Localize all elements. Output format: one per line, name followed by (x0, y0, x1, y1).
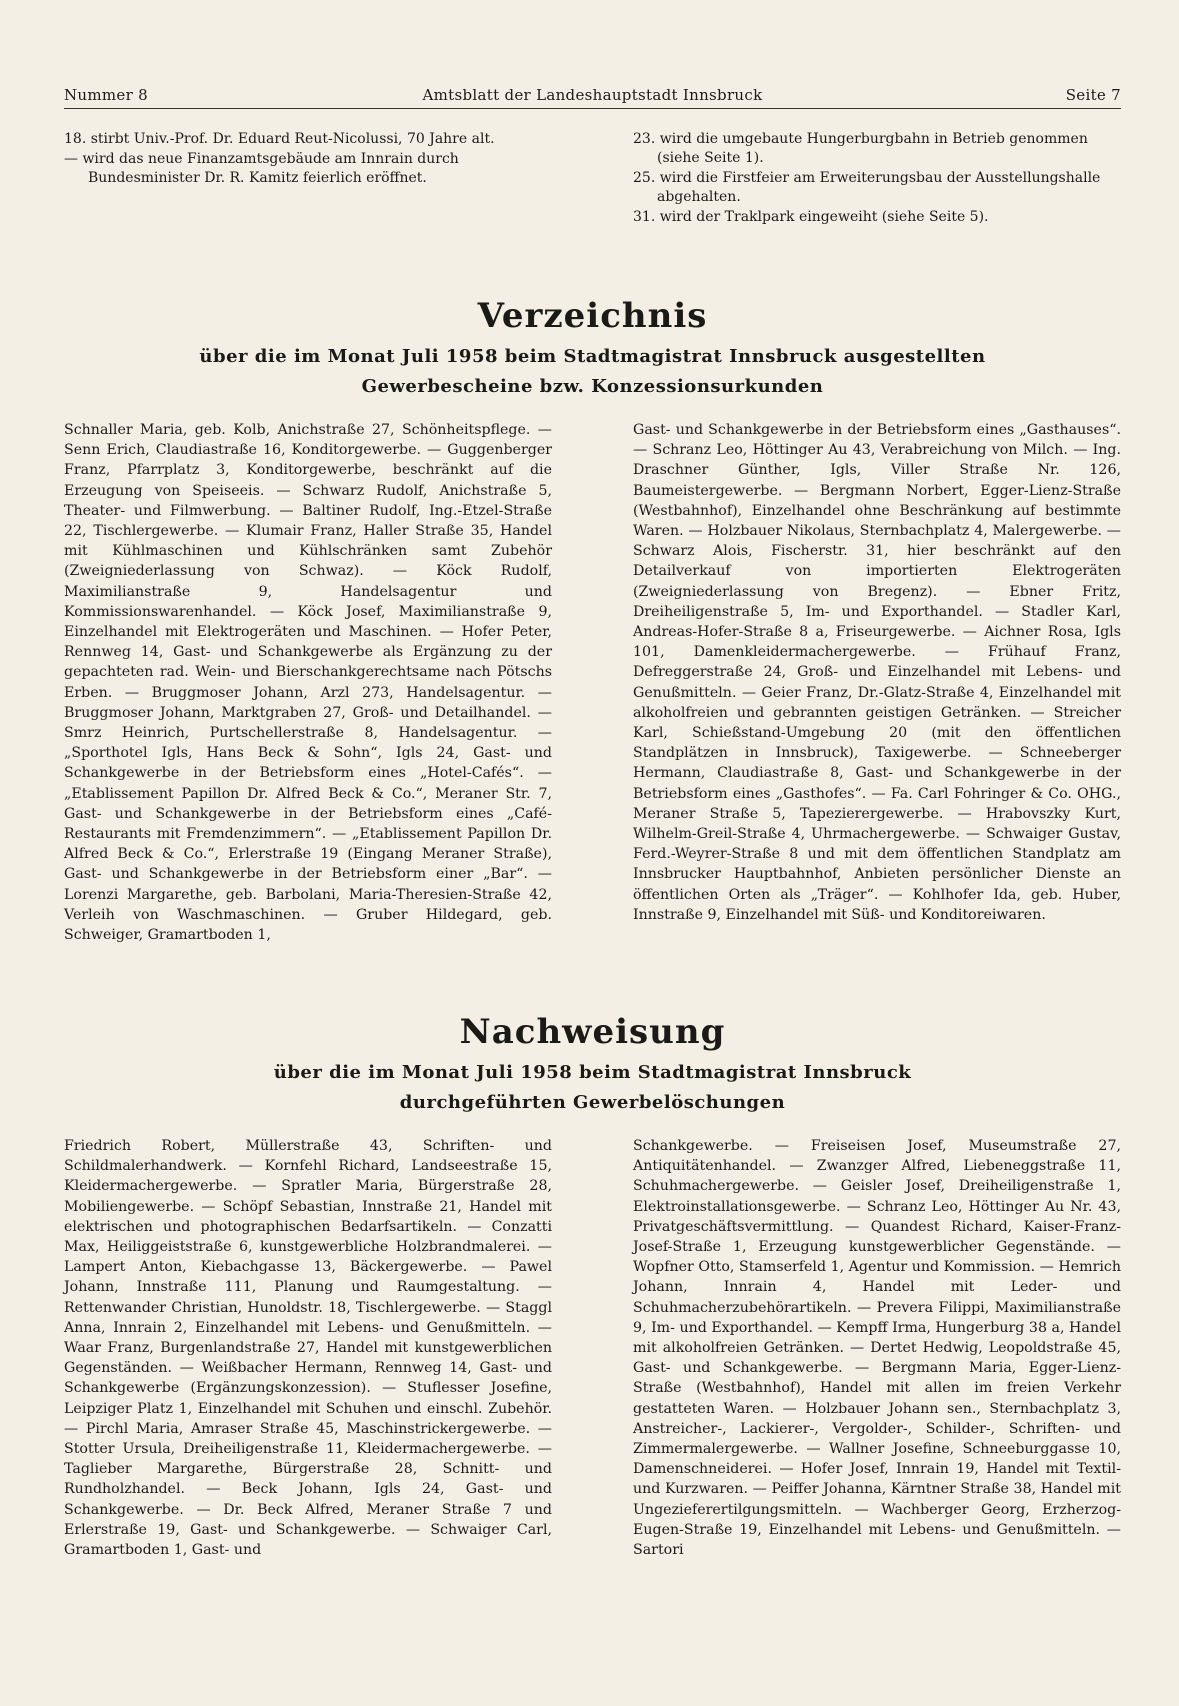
section1-left-column (64, 420, 552, 945)
section2-subtitle-2: durchgeführten Gewerbelöschungen (399, 1092, 786, 1113)
section1-body (64, 420, 1121, 945)
section1-subtitle-1: über die im Monat Juli 1958 beim Stadtmagistrat Innsbruck ausgestellten (199, 346, 986, 367)
section2-body (64, 1136, 1121, 1560)
section2-subtitle-1: über die im Monat Juli 1958 beim Stadtmagistrat Innsbruck (273, 1062, 912, 1083)
section2-right-column (633, 1136, 1121, 1560)
event-item: 18. stirbt Univ.-Prof. Dr. Eduard Reut-Nicolussi, 70 Jahre alt. (64, 131, 495, 147)
page-header (64, 80, 1121, 104)
header-rule (64, 108, 1121, 109)
publication-title: Amtsblatt der Landeshauptstadt Innsbruck (422, 86, 763, 104)
deletion-list-right: Schankgewerbe. — Freiseisen Josef, Museumstraße 27, Antiquitätenhandel. — Zwanzger Alfred, Liebeneggstraße 11, Schuhmachergewerbe. — Geisler Josef, Dreiheiligenstraße 1, Elektroinstallationsgewerbe. — Schranz Leo, Höttinger Au Nr. 43, Privatgeschäftsvermittlung. — Quandest Richard, Kaiser-Franz-Josef-Straße 1, Erzeugung kunstgewerblicher Gegenstände. — Wopfner Otto, Stamserfeld 1, Agentur und Kommission. — Hemrich Johann, Innrain 4, Handel mit Leder- und Schuhmacherzubehörartikeln. — Prevera Filippi, Maximilianstraße 9, Im- und Exporthandel. — Kempff Irma, Hungerburg 38 a, Handel mit alkoholfreien Getränken. — Dertet Hedwig, Leopoldstraße 45, Gast- und Schankgewerbe. — Bergmann Maria, Egger-Lienz-Straße (Westbahnhof), Handel mit allen im freien Verkehr gestatteten Waren. — Holzbauer Johann sen., Sternbachplatz 3, Anstreicher-, Lackierer-, Vergolder-, Schilder-, Schriften- und Zimmermalergewerbe. — Wallner Josefine, Schneeburggasse 10, Damenschneiderei. — Hofer Josef, Innrain 19, Handel mit Textil- und Kurzwaren. — Peiffer Johanna, Kärntner Straße 38, Handel mit Ungezieferertilgungsmitteln. — Wachberger Georg, Erzherzog-Eugen-Straße 19, Einzelhandel mit Lebens- und Genußmitteln. — Sartori (633, 1138, 1121, 1559)
section1-right-column (633, 420, 1121, 945)
events-right-column (633, 130, 1121, 228)
section2-title: Nachweisung (459, 1012, 726, 1052)
issue-number: Nummer 8 (64, 86, 148, 104)
section1-subtitle-2: Gewerbescheine bzw. Konzessionsurkunden (361, 376, 824, 397)
page-number: Seite 7 (1065, 86, 1121, 104)
event-item: — wird das neue Finanzamtsgebäude am Innrain durch Bundesminister Dr. R. Kamitz feierlich eröffnet. (64, 151, 459, 186)
events-left-column (64, 130, 552, 228)
event-item: 23. wird die umgebaute Hungerburgbahn in Betrieb genommen (siehe Seite 1). (633, 131, 1088, 166)
license-list-right: Gast- und Schankgewerbe in der Betriebsform eines „Gasthauses“. — Schranz Leo, Höttinger Au 43, Verabreichung von Milch. — Ing. Draschner Günther, Igls, Viller Straße Nr. 126, Baumeistergewerbe. — Bergmann Norbert, Egger-Lienz-Straße (Westbahnhof), Einzelhandel ohne Beschränkung auf bestimmte Waren. — Holzbauer Nikolaus, Sternbachplatz 4, Malergewerbe. — Schwarz Alois, Fischerstr. 31, hier beschränkt auf den Detailverkauf von importierten Elektrogeräten (Zweigniederlassung von Bregenz). — Ebner Fritz, Dreiheiligenstraße 5, Im- und Exporthandel. — Stadler Karl, Andreas-Hofer-Straße 8 a, Friseurgewerbe. — Aichner Rosa, Igls 101, Damenkleidermachergewerbe. — Frühauf Franz, Defreggerstraße 24, Groß- und Einzelhandel mit Lebens- und Genußmitteln. — Geier Franz, Dr.-Glatz-Straße 4, Einzelhandel mit alkoholfreien und gebrannten geistigen Getränken. — Streicher Karl, Schießstand-Umgebung 20 (mit den öffentlichen Standplätzen in Innsbruck), Taxigewerbe. — Schneeberger Hermann, Claudiastraße 8, Gast- und Schankgewerbe in der Betriebsform eines „Gasthofes“. — Fa. Carl Fohringer & Co. OHG., Meraner Straße 5, Tapezierergewerbe. — Hrabovszky Kurt, Wilhelm-Greil-Straße 4, Uhrmachergewerbe. — Schwaiger Gustav, Ferd.-Weyrer-Straße 8 und mit dem öffentlichen Standplatz am Innsbrucker Hauptbahnhof, Anbieten persönlicher Dienste an öffentlichen Orten als „Träger“. — Kohlhofer Ida, geb. Huber, Innstraße 9, Einzelhandel mit Süß- und Konditoreiwaren. (633, 422, 1121, 923)
section2-left-column (64, 1136, 552, 1560)
chronicle-events (64, 130, 1121, 228)
deletion-list-left: Friedrich Robert, Müllerstraße 43, Schriften- und Schildmalerhandwerk. — Kornfehl Richard, Landseestraße 15, Kleidermachergewerbe. — Spratler Maria, Bürgerstraße 28, Mobiliengewerbe. — Schöpf Sebastian, Innstraße 21, Handel mit elektrischen und photographischen Bedarfsartikeln. — Conzatti Max, Heiliggeiststraße 6, kunstgewerbliche Holzbrandmalerei. — Lampert Anton, Kiebachgasse 13, Bäckergewerbe. — Pawel Johann, Innstraße 111, Planung und Raumgestaltung. — Rettenwander Christian, Hunoldstr. 18, Tischlergewerbe. — Staggl Anna, Innrain 2, Einzelhandel mit Lebens- und Genußmitteln. — Waar Franz, Burgenlandstraße 27, Handel mit kunstgewerblichen Gegenständen. — Weißbacher Hermann, Rennweg 14, Gast- und Schankgewerbe (Ergänzungskonzession). — Stuflesser Josefine, Leipziger Platz 1, Einzelhandel mit Schuhen und einschl. Zubehör. — Pirchl Maria, Amraser Straße 45, Maschinstrickergewerbe. — Stotter Ursula, Dreiheiligenstraße 11, Kleidermachergewerbe. — Taglieber Margarethe, Bürgerstraße 28, Schnitt- und Rundholzhandel. — Beck Johann, Igls 24, Gast- und Schankgewerbe. — Dr. Beck Alfred, Meraner Straße 7 und Erlerstraße 19, Gast- und Schankgewerbe. — Schwaiger Carl, Gramartboden 1, Gast- und (64, 1138, 552, 1559)
license-list-left: Schnaller Maria, geb. Kolb, Anichstraße 27, Schönheitspflege. — Senn Erich, Claudiastraße 16, Konditorgewerbe. — Guggenberger Franz, Pfarrplatz 3, Konditorgewerbe, beschränkt auf die Erzeugung von Speiseeis. — Schwarz Rudolf, Anichstraße 5, Theater- und Filmwerbung. — Baltiner Rudolf, Ing.-Etzel-Straße 22, Tischlergewerbe. — Klumair Franz, Haller Straße 35, Handel mit Kühlmaschinen und Kühlschränken samt Zubehör (Zweigniederlassung von Schwaz). — Köck Rudolf, Maximilianstraße 9, Handelsagentur und Kommissionswarenhandel. — Köck Josef, Maximilianstraße 9, Einzelhandel mit Elektrogeräten und Maschinen. — Hofer Peter, Rennweg 14, Gast- und Schankgewerbe als Ergänzung zu der gepachteten rad. Wein- und Bierschankgerechtsame nach Pötschs Erben. — Bruggmoser Johann, Arzl 273, Handelsagentur. — Bruggmoser Johann, Marktgraben 27, Groß- und Detailhandel. — Smrz Heinrich, Purtschellerstraße 8, Handelsagentur. — „Sporthotel Igls, Hans Beck & Sohn“, Igls 24, Gast- und Schankgewerbe in der Betriebsform eines „Hotel-Cafés“. — „Etablissement Papillon Dr. Alfred Beck & Co.“, Meraner Str. 7, Gast- und Schankgewerbe in der Betriebsform eines „Café-Restaurants mit Fremdenzimmern“. — „Etablissement Papillon Dr. Alfred Beck & Co.“, Erlerstraße 19 (Eingang Meraner Straße), Gast- und Schankgewerbe in der Betriebsform einer „Bar“. — Lorenzi Margarethe, geb. Barbolani, Maria-Theresien-Straße 42, Verleih von Waschmaschinen. — Gruber Hildegard, geb. Schweiger, Gramartboden 1, (64, 422, 552, 944)
event-item: 25. wird die Firstfeier am Erweiterungsbau der Ausstellungshalle abgehalten. (633, 170, 1101, 205)
section1-title: Verzeichnis (477, 296, 708, 336)
event-item: 31. wird der Traklpark eingeweiht (siehe Seite 5). (633, 209, 989, 225)
